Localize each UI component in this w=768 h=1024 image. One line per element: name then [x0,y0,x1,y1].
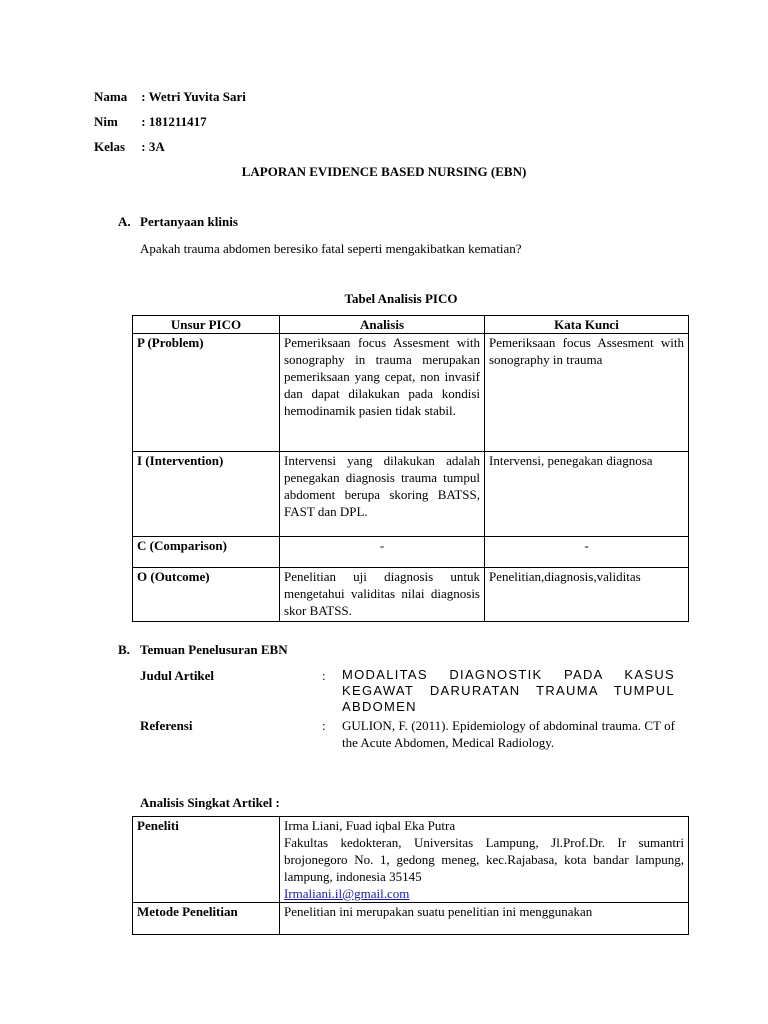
peneliti-email-link[interactable]: Irmaliani.il@gmail.com [284,886,410,901]
pico-unsur-cell: I (Intervention) [133,452,280,537]
section-a-title: Pertanyaan klinis [140,214,238,229]
pico-header-kata-kunci: Kata Kunci [485,316,689,334]
pico-kata-kunci-cell: Pemeriksaan focus Assesment with sonography in trauma [485,334,689,452]
student-name-row [94,88,246,105]
pico-unsur-cell: O (Outcome) [133,568,280,622]
pico-kata-kunci-cell: Intervensi, penegakan diagnosa [485,452,689,537]
document-title: LAPORAN EVIDENCE BASED NURSING (EBN) [241,164,527,179]
peneliti-cell [280,817,689,903]
section-b-heading [118,641,288,658]
table-row [133,537,689,568]
pico-unsur-cell: C (Comparison) [133,537,280,568]
metode-value: Penelitian ini merupakan suatu penelitian ini menggunakan [280,903,689,935]
peneliti-affiliation: Fakultas kedokteran, Universitas Lampung, Jl.Prof.Dr. Ir sumantri brojonegoro No. 1, gedong meneg, kec.Rajabasa, kota bandar lampung, lampung, indonesia 35145 [284,835,684,884]
table-row [133,334,689,452]
student-nim-row [94,113,207,130]
section-b-letter: B. [118,642,130,657]
pico-analisis-cell: Pemeriksaan focus Assesment with sonography in trauma merupakan pemeriksaan yang cepat, non invasif dan dapat dilakukan pada kondisi hemodinamik pasien tidak stabil. [280,334,485,452]
peneliti-name: Irma Liani, Fuad iqbal Eka Putra [284,818,456,833]
referensi-colon: : [322,718,326,733]
name-label: Nama [94,89,128,104]
student-kelas-row [94,138,165,155]
pico-header-analisis: Analisis [280,316,485,334]
pico-analisis-cell: - [280,537,485,568]
table-row [133,817,689,903]
kelas-label: Kelas [94,139,126,154]
nim-value: : 181211417 [141,114,207,129]
pico-kata-kunci-cell: - [485,537,689,568]
pico-header-unsur: Unsur PICO [133,316,280,334]
table-row [133,568,689,622]
kelas-value: : 3A [141,139,165,154]
judul-artikel-row [140,667,675,717]
pico-kata-kunci-cell: Penelitian,diagnosis,validitas [485,568,689,622]
pico-analisis-cell: Intervensi yang dilakukan adalah penegakan diagnosis trauma tumpul abdoment berupa skoring BATSS, FAST dan DPL. [280,452,485,537]
judul-artikel-value: MODALITAS DIAGNOSTIK PADA KASUS KEGAWAT DARURATAN TRAUMA TUMPUL ABDOMEN [342,667,675,714]
judul-artikel-colon: : [322,668,326,683]
referensi-row [140,717,675,769]
analisis-singkat-heading: Analisis Singkat Artikel : [140,795,280,810]
clinical-question: Apakah trauma abdomen beresiko fatal seperti mengakibatkan kematian? [140,241,522,256]
referensi-label: Referensi [140,718,193,733]
pico-unsur-cell: P (Problem) [133,334,280,452]
pico-table [132,315,689,622]
section-a-heading [118,213,238,230]
table-row [133,452,689,537]
pico-header-row [133,316,689,334]
table-row [133,903,689,935]
metode-label: Metode Penelitian [133,903,280,935]
name-value: : Wetri Yuvita Sari [141,89,246,104]
nim-label: Nim [94,114,118,129]
judul-artikel-label: Judul Artikel [140,668,215,683]
section-a-letter: A. [118,214,131,229]
section-b-title: Temuan Penelusuran EBN [140,642,288,657]
peneliti-label: Peneliti [133,817,280,903]
pico-analisis-cell: Penelitian uji diagnosis untuk mengetahui validitas nilai diagnosis skor BATSS. [280,568,485,622]
analisis-singkat-table [132,816,689,935]
referensi-value: GULION, F. (2011). Epidemiology of abdominal trauma. CT of the Acute Abdomen, Medical Radiology. [342,718,675,750]
pico-table-caption: Tabel Analisis PICO [344,291,458,306]
